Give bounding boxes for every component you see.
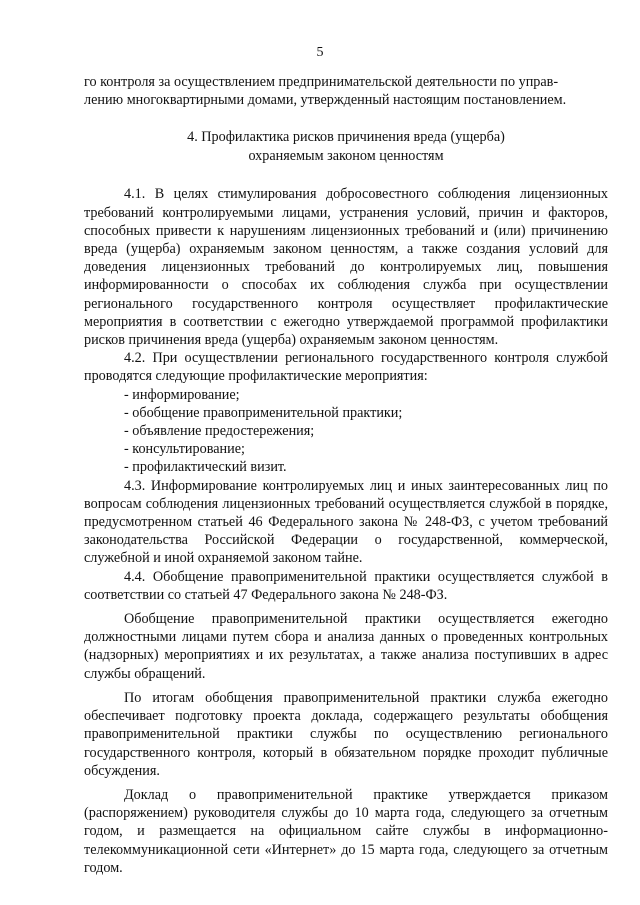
paragraph-results: По итогам обобщения правоприменительной практики служба ежегодно обеспечивает подготовку проекта доклада, содержащего результаты обобщения правоприменительной практики службы по осуществлению регионального государственного контроля, который в обязательном порядке проходит публичные обсуждения. <box>84 689 608 779</box>
paragraph-4-1: 4.1. В целях стимулирования добросовестного соблюдения лицензионных требований контролируемыми лицами, устранения условий, причин и факторов, способных привести к нарушениям лицензионных требований и (или) причинению вреда (ущерба) охраняемым законом ценностям, а также создания условий для доведения лицензионных требований до контролируемых лиц, повышения информированности о способах их соблюдения служба при осуществлении регионального государственного контроля осуществляет профилактические мероприятия в соответствии с ежегодно утверждаемой программой профилактики рисков причинения вреда (ущерба) охраняемым законом ценностям. <box>84 186 608 349</box>
paragraph-report: Доклад о правоприменительной практике утверждается приказом (распоряжением) руководителя службы до 10 марта года, следующего за отчетным годом, и размещается на официальном сайте службы в информационно-телекоммуникационной сети «Интернет» до 15 марта года, следующего за отчетным годом. <box>84 786 608 876</box>
page-content <box>84 73 608 877</box>
list-item: - профилактический визит. <box>124 459 287 476</box>
measures-list <box>84 386 608 477</box>
paragraph-4-4: 4.4. Обобщение правоприменительной практики осуществляется службой в соответствии со статьей 47 Федерального закона № 248-ФЗ. <box>84 568 608 603</box>
section-heading-line: охраняемым законом ценностям <box>248 148 444 165</box>
section-heading-line: 4. Профилактика рисков причинения вреда (ущерба) <box>187 129 505 146</box>
paragraph-generalization: Обобщение правоприменительной практики осуществляется ежегодно должностными лицами путем сбора и анализа данных о проведенных контрольных (надзорных) мероприятиях и их результатах, а также анализа поступивших в адрес службы обращений. <box>84 611 608 682</box>
list-item: - объявление предостережения; <box>124 423 315 440</box>
page-number: 5 <box>316 45 324 60</box>
list-item: - обобщение правоприменительной практики; <box>124 404 403 421</box>
paragraph-4-2: 4.2. При осуществлении регионального государственного контроля службой проводятся следующие профилактические мероприятия: <box>84 350 608 385</box>
list-item: - информирование; <box>124 386 240 403</box>
intro-line: лению многоквартирными домами, утвержденный настоящим постановлением. <box>84 92 567 109</box>
paragraph-4-3: 4.3. Информирование контролируемых лиц и иных заинтересованных лиц по вопросам соблюдения лицензионных требований осуществляется службой в порядке, предусмотренном статьей 46 Федерального закона № 248-ФЗ, с учетом требований законодательства Российской Федерации о государственной, коммерческой, служебной и иной охраняемой законом тайне. <box>84 477 608 567</box>
intro-line: го контроля за осуществлением предпринимательской деятельности по управ- <box>84 74 559 90</box>
section-heading <box>84 128 608 166</box>
list-item: - консультирование; <box>124 441 245 458</box>
